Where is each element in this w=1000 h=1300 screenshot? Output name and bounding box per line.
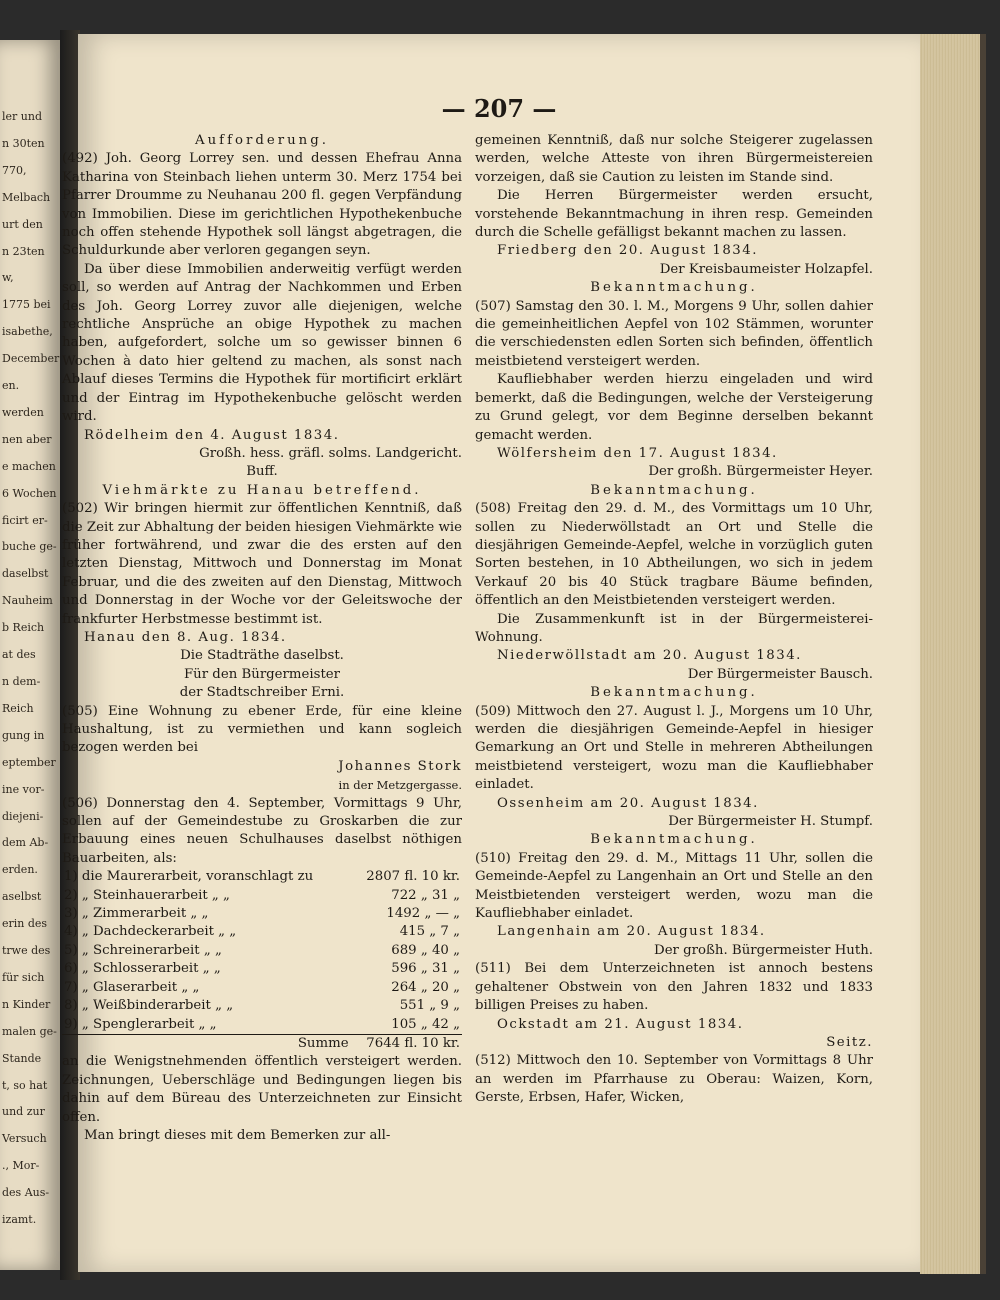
notice-492 (62, 132, 462, 482)
margin-text-fragment: 1775 bei (2, 298, 51, 312)
signature: Seitz. (826, 1034, 873, 1050)
cost-amount: 722 „ 31 „ (391, 887, 460, 903)
cost-row (62, 905, 462, 923)
signature: Der Bürgermeister Bausch. (687, 666, 873, 682)
notice-paragraph: (508) Freitag den 29. d. M., des Vormittags um 10 Uhr, sollen zu Niederwöllstadt an Ort und Stelle die diesjährigen Gemeinde-Aepfel, welche in vorzüglich guten Sorten bestehen, in 10 Abtheilungen, wo sich in jedem Verkauf 20 bis 40 Stück tragbare Bäume befinden, öffentlich an den Meistbietenden versteigert werden. (475, 501, 873, 609)
margin-text-fragment: December (2, 352, 60, 366)
margin-text-fragment: eptember (2, 755, 56, 769)
cost-label: 2) „ Steinhauerarbeit „ „ (64, 887, 230, 903)
margin-text-fragment: izamt. (2, 1213, 37, 1227)
signature-for: Für den Bürgermeister (183, 666, 341, 682)
signature: Der großh. Bürgermeister Heyer. (648, 464, 873, 480)
cost-amount: 415 „ 7 „ (399, 924, 460, 940)
cost-label: 1) die Maurerarbeit, voranschlagt zu (64, 869, 314, 885)
date-line: Niederwöllstadt am 20. August 1834. (497, 648, 802, 664)
notice-502 (62, 482, 462, 703)
notice-paragraph: (492) Joh. Georg Lorrey sen. und dessen Ehefrau Anna Katharina von Steinbach liehen unterm 30. Merz 1754 bei Pfarrer Droumme zu Neuhanau 200 fl. gegen Verpfändung von Immobilien. Diese im gerichtlichen Hypothekenbuche noch offen stehende Hypothek soll längst abgetragen, die Schuldurkunde aber verloren gegangen seyn. (62, 151, 462, 259)
notice-505 (62, 703, 462, 795)
margin-text-fragment: für sich (2, 970, 45, 984)
margin-text-fragment: 770, (2, 163, 27, 177)
notice-paragraph: (502) Wir bringen hiermit zur öffentlichen Kenntniß, daß die Zeit zur Abhaltung der beiden hiesigen Viehmärkte wie früher fortwährend, und zwar die des ersten auf den letzten Dienstag, Mittwoch und Donnerstag im Monat Februar, und die des zweiten auf den Dienstag, Mittwoch und Donnerstag in der Woche vor der Geleitswoche der frankfurter Herbstmesse bestimmt ist. (62, 501, 462, 627)
margin-text-fragment: Melbach (2, 190, 51, 204)
cost-row (62, 960, 462, 978)
margin-text-fragment: erin des (2, 917, 48, 931)
date-line: Friedberg den 20. August 1834. (497, 243, 758, 259)
margin-text-fragment: Versuch (2, 1132, 47, 1146)
cost-label: 7) „ Glaserarbeit „ „ (64, 979, 200, 995)
notice-heading: Bekanntmachung. (590, 832, 758, 848)
signature: Der Bürgermeister H. Stumpf. (668, 814, 873, 830)
notice-508 (475, 482, 873, 684)
cost-label: 9) „ Spenglerarbeit „ „ (64, 1016, 217, 1032)
margin-text-fragment: 6 Wochen (2, 486, 57, 500)
margin-text-fragment: ine vor- (2, 782, 45, 796)
notice-heading: Aufforderung. (195, 133, 329, 148)
margin-text-fragment: Stande (2, 1051, 42, 1065)
cost-label: 6) „ Schlosserarbeit „ „ (64, 961, 221, 977)
notice-paragraph: Da über diese Immobilien anderweitig verfügt werden soll, so werden auf Antrag der Nachkommen und Erben des Joh. Georg Lorrey zuvor alle diejenigen, welche rechtliche Ansprüche an obige Hypothek zu machen haben, aufgefordert, solche um so gewisser binnen 6 Wochen à dato hier geltend zu machen, als sonst nach Ablauf dieses Termins die Hypothek für mortificirt erklärt und der Eintrag im Hypothekenbuche gelöscht werden wird. (62, 261, 462, 425)
margin-text-fragment: n 30ten (2, 136, 45, 150)
signature: Buff. (246, 464, 278, 480)
notice-paragraph: (510) Freitag den 29. d. M., Mittags 11 Uhr, sollen die Gemeinde-Aepfel zu Langenhain an Ort und Stelle an den Meistbietenden versteigert werden, wozu man die Kaufliebhaber einladet. (475, 850, 873, 922)
cost-label: 8) „ Weißbinderarbeit „ „ (64, 998, 234, 1014)
margin-text-fragment: b Reich (2, 621, 45, 635)
margin-text-fragment: n Kinder (2, 997, 51, 1011)
page-edges (920, 34, 986, 1274)
cost-row (62, 887, 462, 905)
cost-amount: 105 „ 42 „ (391, 1016, 460, 1032)
authority: Die Stadträthe daselbst. (180, 648, 344, 664)
notice-511 (475, 960, 873, 1052)
margin-text-fragment: t, so hat (2, 1078, 48, 1092)
margin-text-fragment: trwe des (2, 944, 51, 958)
cost-row (62, 979, 462, 997)
margin-text-fragment: ficirt er- (2, 513, 48, 527)
cost-amount: 689 „ 40 „ (391, 942, 460, 958)
notice-paragraph: (505) Eine Wohnung zu ebener Erde, für eine kleine Haushaltung, ist zu vermiethen und kann sogleich bezogen werden bei (62, 703, 462, 756)
notice-paragraph: Kaufliebhaber werden hierzu eingeladen und wird bemerkt, daß die Bedingungen, welche der Versteigerung zu Grund gelegt, vor dem Beginne derselben bekannt gemacht werden. (475, 372, 873, 443)
date-line: Rödelheim den 4. August 1834. (84, 427, 340, 443)
notice-506 (62, 795, 462, 1146)
notice-paragraph: (512) Mittwoch den 10. September von Vormittags 8 Uhr an werden im Pfarrhause zu Oberau: Waizen, Korn, Gerste, Erbsen, Hafer, Wicken, (475, 1053, 873, 1106)
notice-heading: Bekanntmachung. (590, 482, 758, 498)
date-line: Hanau den 8. Aug. 1834. (84, 629, 287, 645)
cost-row (62, 868, 462, 886)
cost-amount: 1492 „ — „ (386, 906, 460, 922)
cost-amount: 264 „ 20 „ (391, 979, 460, 995)
cost-row (62, 1016, 462, 1035)
notice-509 (475, 684, 873, 831)
cost-amount: 2807 fl. 10 kr. (366, 869, 460, 885)
margin-text-fragment: und zur (2, 1105, 45, 1119)
notice-paragraph: (506) Donnerstag den 4. September, Vormittags 9 Uhr, sollen auf der Gemeindestube zu Groskarben die zur Erbauung eines neuen Schulhauses daselbst nöthigen Bauarbeiten, als: (62, 795, 462, 866)
margin-text-fragment: werden (2, 405, 44, 419)
signature: Johannes Stork (338, 758, 462, 774)
cost-amount: 551 „ 9 „ (399, 998, 460, 1014)
margin-text-fragment: dem Ab- (2, 836, 49, 850)
margin-text-fragment: daselbst (2, 567, 49, 581)
margin-text-fragment: e machen (2, 459, 56, 473)
cost-label: 5) „ Schreinerarbeit „ „ (64, 942, 222, 958)
margin-text-fragment: isabethe, (2, 325, 53, 339)
notice-paragraph: gemeinen Kenntniß, daß nur solche Steigerer zugelassen werden, welche Atteste von ihren Bürgermeistereien vorzeigen, daß sie Caution zu leisten im Stande sind. (475, 133, 873, 185)
book-page (62, 34, 920, 1272)
margin-text-fragment: en. (2, 379, 20, 393)
cost-row (62, 942, 462, 960)
notice-paragraph: (507) Samstag den 30. l. M., Morgens 9 Uhr, sollen dahier die gemeinheitlichen Aepfel von 102 Stämmen, worunter die verschiedensten edlen Sorten sich befinden, öffentlich meistbietend versteigert werden. (475, 298, 873, 369)
date-line: Ockstadt am 21. August 1834. (497, 1016, 744, 1032)
cost-row (62, 923, 462, 941)
margin-text-fragment: Nauheim (2, 594, 53, 608)
cost-table (62, 868, 462, 1053)
margin-text-fragment: Reich (2, 701, 34, 715)
cost-sum-row (62, 1034, 462, 1053)
left-page-fragment (0, 40, 62, 1270)
margin-text-fragment: erden. (2, 863, 38, 877)
margin-text-fragment: ., Mor- (2, 1159, 40, 1173)
notice-heading: Viehmärkte zu Hanau betreffend. (102, 482, 422, 498)
right-column (475, 132, 873, 1108)
margin-text-fragment: ler und (2, 110, 42, 123)
notice-507 (475, 279, 873, 481)
signature: Der großh. Bürgermeister Huth. (654, 942, 873, 958)
sum-label: Summe (62, 1034, 351, 1053)
notice-paragraph: Die Herren Bürgermeister werden ersucht, vorstehende Bekanntmachung in ihren resp. Gemeinden durch die Schelle gefälligst bekannt machen zu lassen. (475, 188, 873, 241)
margin-text-fragment: at des (2, 648, 36, 662)
left-column (62, 132, 462, 1145)
notice-510 (475, 831, 873, 960)
margin-text-fragment: diejeni- (2, 809, 44, 823)
address: in der Metzgergasse. (338, 778, 462, 793)
notice-paragraph: Man bringt dieses mit dem Bemerken zur all- (84, 1127, 391, 1143)
cost-amount: 596 „ 31 „ (391, 961, 460, 977)
margin-text-fragment: urt den (2, 217, 43, 231)
notice-paragraph: (511) Bei dem Unterzeichneten ist annoch bestens gehaltener Obstwein von den Jahren 1832 und 1833 billigen Preises zu haben. (475, 961, 873, 1014)
margin-text-fragment: malen ge- (2, 1024, 57, 1038)
cost-label: 3) „ Zimmerarbeit „ „ (64, 906, 209, 922)
notice-paragraph: (509) Mittwoch den 27. August l. J., Morgens um 10 Uhr, werden die diesjährigen Gemeinde-Aepfel in hiesiger Gemarkung an Ort und Stelle in mehreren Abtheilungen meistbietend versteigert, wozu man die Kaufliebhaber einladet. (475, 703, 873, 793)
notice-paragraph: Die Zusammenkunft ist in der Bürgermeisterei-Wohnung. (475, 611, 873, 645)
notice-heading: Bekanntmachung. (590, 280, 758, 296)
margin-text-fragment: buche ge- (2, 540, 57, 554)
margin-text-fragment: nen aber (2, 432, 52, 446)
authority: Großh. hess. gräfl. solms. Landgericht. (199, 445, 462, 461)
margin-text-fragment: w, (2, 271, 14, 285)
notice-heading: Bekanntmachung. (590, 685, 758, 701)
page-number: — 207 — (441, 94, 557, 123)
date-line: Ossenheim am 20. August 1834. (497, 795, 759, 811)
margin-text-fragment: gung in (2, 728, 45, 742)
signature: der Stadtschreiber Erni. (179, 685, 345, 701)
cost-label: 4) „ Dachdeckerarbeit „ „ (64, 924, 237, 940)
signature: Der Kreisbaumeister Holzapfel. (659, 261, 873, 277)
sum-value: 7644 fl. 10 kr. (351, 1034, 462, 1053)
margin-text-fragment: des Aus- (2, 1186, 50, 1200)
notice-512 (475, 1052, 873, 1107)
notice-paragraph: an die Wenigstnehmenden öffentlich versteigert werden. Zeichnungen, Ueberschläge und Bedingungen liegen bis dahin auf dem Büreau des Unterzeichneten zur Einsicht offen. (62, 1054, 462, 1125)
margin-text-fragment: n dem- (2, 675, 41, 688)
date-line: Langenhain am 20. August 1834. (497, 924, 766, 940)
margin-text-fragment: n 23ten (2, 244, 45, 258)
date-line: Wölfersheim den 17. August 1834. (497, 445, 778, 461)
cost-row (62, 997, 462, 1015)
margin-text-fragment: aselbst (2, 890, 42, 904)
